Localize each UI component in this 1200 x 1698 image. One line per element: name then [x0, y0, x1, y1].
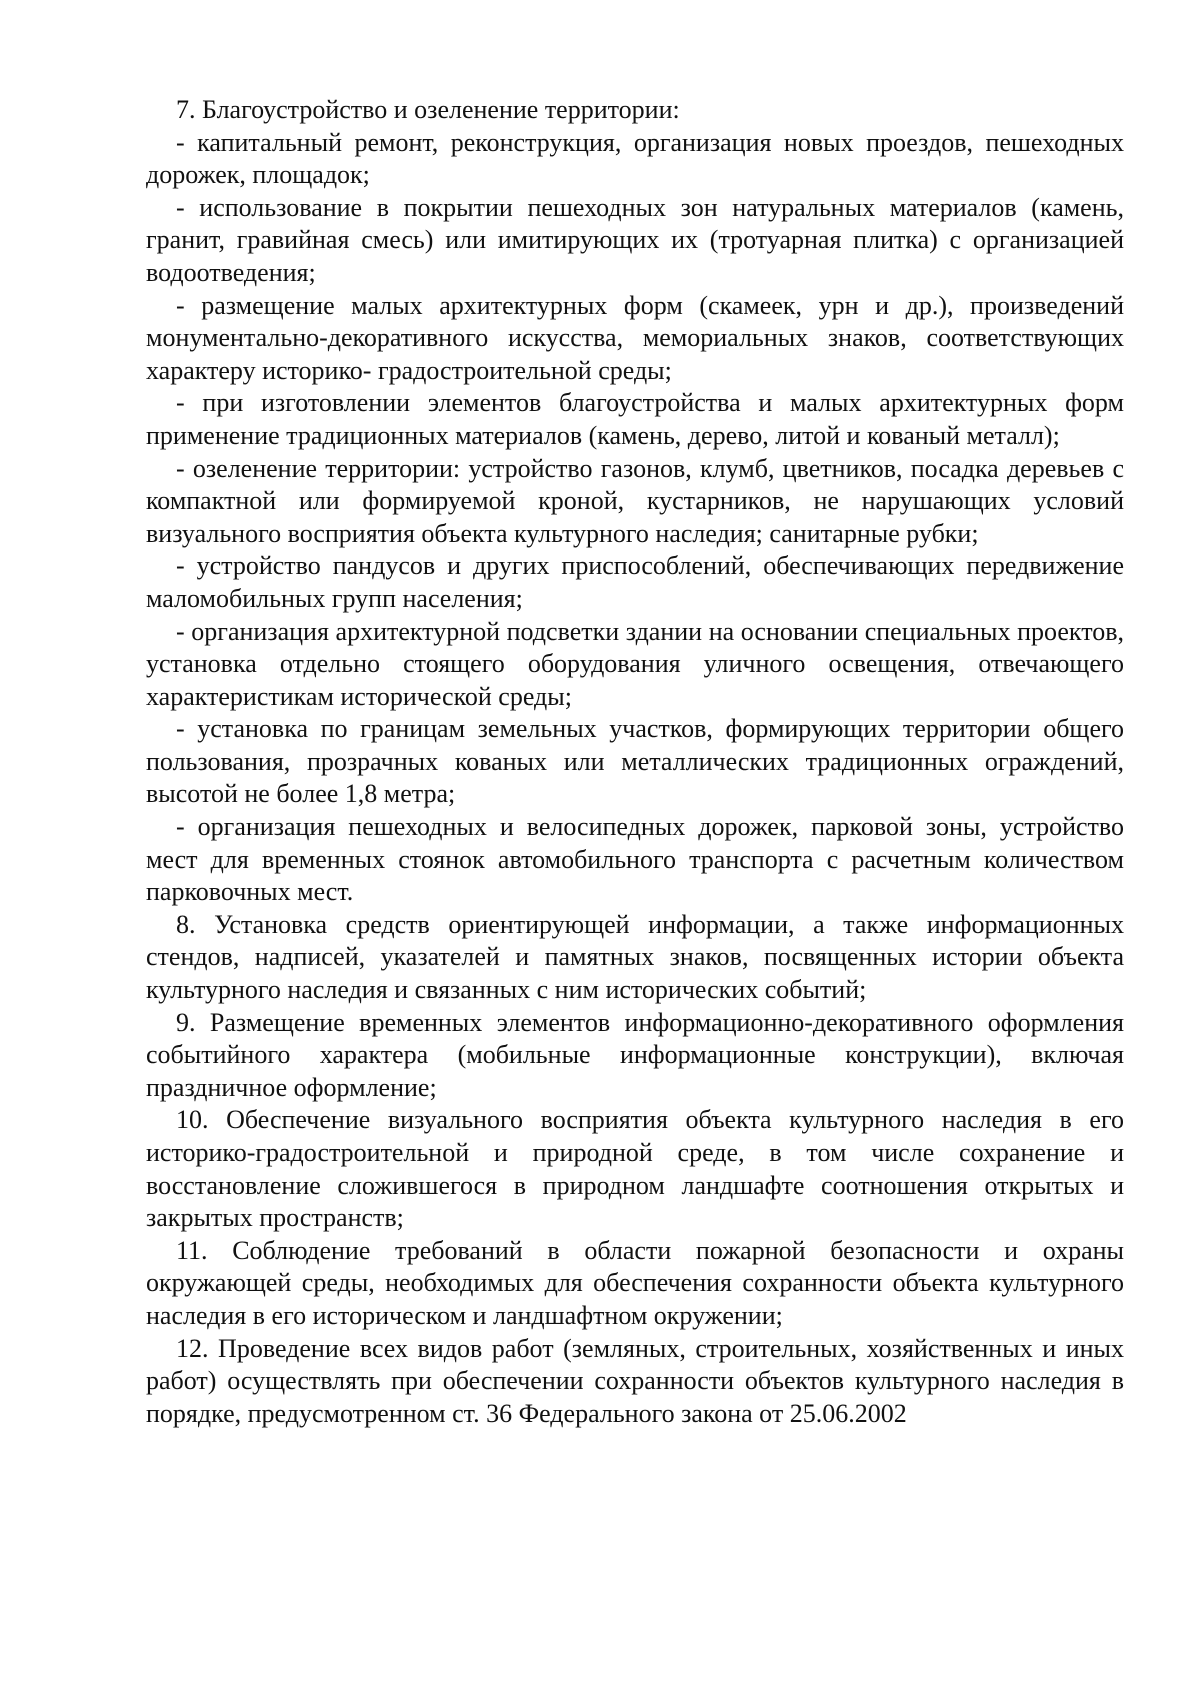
- paragraph-item-10: 10. Обеспечение визуального восприятия объекта культурного наследия в его историко-градостроительной и природной среде, в том числе сохранение и восстановление сложившегося в природном ландшафте соотношения открытых и закрытых пространств;: [146, 1105, 1124, 1233]
- paragraph-item-7-lighting: - организация архитектурной подсветки здании на основании специальных проектов, установка отдельно стоящего оборудования уличного освещения, отвечающего характеристикам исторической среды;: [146, 616, 1124, 711]
- paragraph-item-7-capital-repair: - капитальный ремонт, реконструкция, организация новых проездов, пешеходных дорожек, площадок;: [146, 127, 1124, 190]
- paragraph-item-7-ramps: - устройство пандусов и других приспособлений, обеспечивающих передвижение маломобильных групп населения;: [146, 551, 1124, 613]
- paragraph-item-8: 8. Установка средств ориентирующей информации, а также информационных стендов, надписей, указателей и памятных знаков, посвященных истории объекта культурного наследия и связанных с ним исторических событий;: [146, 909, 1124, 1005]
- paragraph-item-11: 11. Соблюдение требований в области пожарной безопасности и охраны окружающей среды, необходимых для обеспечения сохранности объекта культурного наследия в его историческом и ландшафтном окружении;: [146, 1235, 1124, 1330]
- paragraph-item-7-natural-materials: - использование в покрытии пешеходных зон натуральных материалов (камень, гранит, гравийная смесь) или имитирующих их (тротуарная плитка) с организацией водоотведения;: [146, 192, 1124, 287]
- paragraph-item-9: 9. Размещение временных элементов информационно-декоративного оформления событийного характера (мобильные информационные конструкции), включая праздничное оформление;: [146, 1007, 1124, 1102]
- paragraph-item-12: 12. Проведение всех видов работ (земляных, строительных, хозяйственных и иных работ) осуществлять при обеспечении сохранности объектов культурного наследия в порядке, предусмотренном ст. 36 Федерального закона от 25.06.2002: [146, 1333, 1124, 1428]
- paragraph-item-7-paths-parking: - организация пешеходных и велосипедных дорожек, парковой зоны, устройство мест для временных стоянок автомобильного транспорта с расчетным количеством парковочных мест.: [146, 812, 1124, 907]
- paragraph-item-7-landscaping: - озеленение территории: устройство газонов, клумб, цветников, посадка деревьев с компактной или формируемой кроной, кустарников, не нарушающих условий визуального восприятия объекта культурного наследия; санитарные рубки;: [146, 453, 1124, 548]
- paragraph-item-7-heading: 7. Благоустройство и озеленение территории:: [176, 95, 680, 124]
- paragraph-item-7-traditional-materials: - при изготовлении элементов благоустройства и малых архитектурных форм применение традиционных материалов (камень, дерево, литой и кованый металл);: [146, 388, 1124, 450]
- document-page: [146, 94, 1124, 1430]
- paragraph-item-7-fences: - установка по границам земельных участков, формирующих территории общего пользования, прозрачных кованых или металлических традиционных ограждений, высотой не более 1,8 метра;: [146, 714, 1124, 809]
- paragraph-item-7-small-forms: - размещение малых архитектурных форм (скамеек, урн и др.), произведений монументально-декоративного искусства, мемориальных знаков, соответствующих характеру историко- градостроительной среды;: [146, 290, 1124, 385]
